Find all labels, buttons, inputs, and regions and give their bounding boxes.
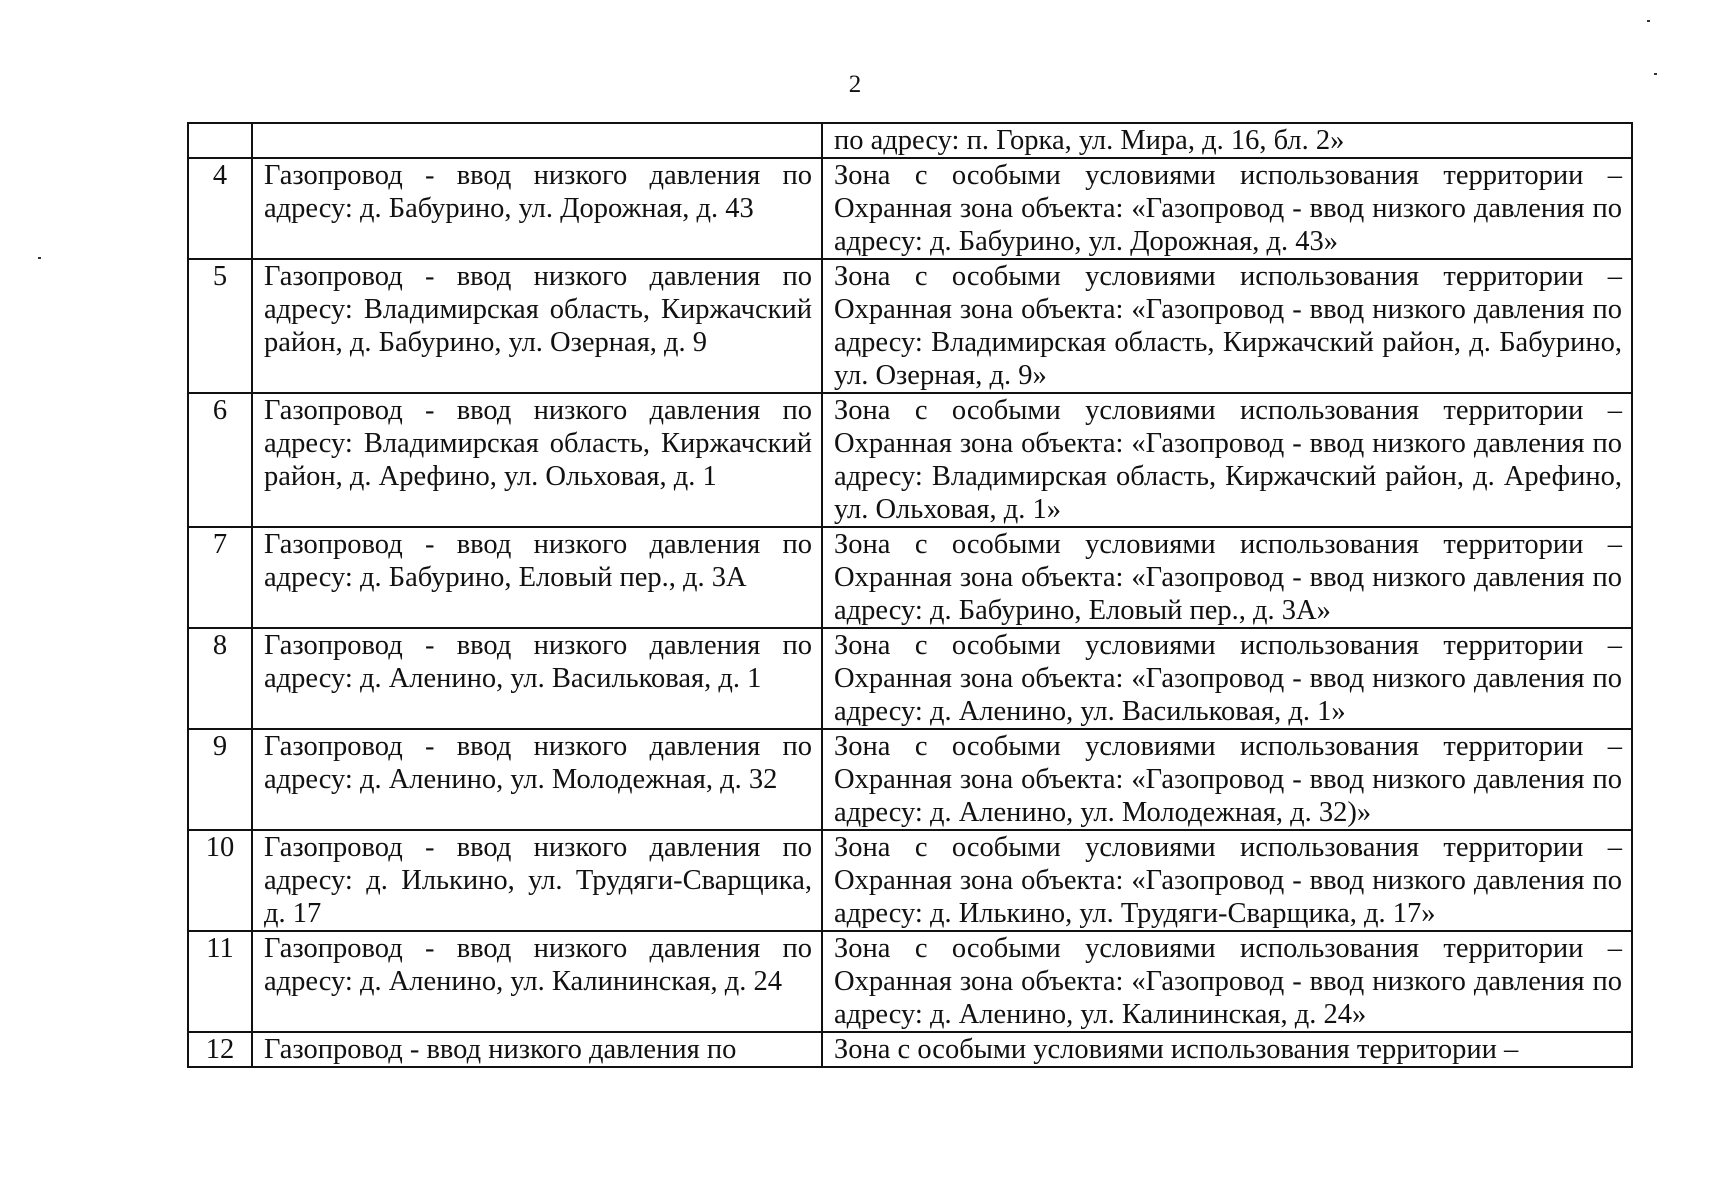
scan-speck: [1654, 73, 1657, 75]
table-row: [188, 830, 1632, 931]
object-cell: Газопровод - ввод низкого давления по адресу: д. Бабурино, Еловый пер., д. 3А: [252, 527, 822, 628]
zones-table: [187, 122, 1633, 1068]
row-number-cell: 7: [188, 527, 252, 628]
row-number-cell: 9: [188, 729, 252, 830]
scan-speck: [38, 257, 41, 259]
object-cell: Газопровод - ввод низкого давления по адресу: д. Аленино, ул. Калининская, д. 24: [252, 931, 822, 1032]
row-number-cell: [188, 123, 252, 158]
row-number-cell: 4: [188, 158, 252, 259]
zone-cell: Зона с особыми условиями использования территории – Охранная зона объекта: «Газопровод - ввод низкого давления по адресу: Владимирская область, Киржачский район, д. Бабурино, ул. Озерная, д. 9»: [822, 259, 1632, 393]
row-number-cell: 8: [188, 628, 252, 729]
zone-cell: Зона с особыми условиями использования территории – Охранная зона объекта: «Газопровод - ввод низкого давления по адресу: д. Илькино, ул. Трудяги-Сварщика, д. 17»: [822, 830, 1632, 931]
table-row: [188, 259, 1632, 393]
table-row: [188, 393, 1632, 527]
table-row: [188, 931, 1632, 1032]
object-cell: Газопровод - ввод низкого давления по адресу: д. Аленино, ул. Молодежная, д. 32: [252, 729, 822, 830]
scan-speck: [1647, 20, 1650, 22]
table-row-continuation: [188, 123, 1632, 158]
object-cell: Газопровод - ввод низкого давления по адресу: д. Аленино, ул. Васильковая, д. 1: [252, 628, 822, 729]
table-row: [188, 158, 1632, 259]
table-row: [188, 729, 1632, 830]
page-number: 2: [848, 71, 862, 98]
object-cell: Газопровод - ввод низкого давления по адресу: Владимирская область, Киржачский район, д. Бабурино, ул. Озерная, д. 9: [252, 259, 822, 393]
zone-cell: Зона с особыми условиями использования территории – Охранная зона объекта: «Газопровод - ввод низкого давления по адресу: д. Аленино, ул. Молодежная, д. 32)»: [822, 729, 1632, 830]
table-row: [188, 527, 1632, 628]
object-cell: Газопровод - ввод низкого давления по адресу: д. Бабурино, ул. Дорожная, д. 43: [252, 158, 822, 259]
row-number-cell: 6: [188, 393, 252, 527]
object-cell: Газопровод - ввод низкого давления по адресу: Владимирская область, Киржачский район, д. Арефино, ул. Ольховая, д. 1: [252, 393, 822, 527]
zone-cell: Зона с особыми условиями использования территории – Охранная зона объекта: «Газопровод - ввод низкого давления по адресу: д. Бабурино, Еловый пер., д. 3А»: [822, 527, 1632, 628]
table-row: [188, 628, 1632, 729]
zone-cell: Зона с особыми условиями использования территории –: [822, 1032, 1632, 1067]
zone-cell: Зона с особыми условиями использования территории – Охранная зона объекта: «Газопровод - ввод низкого давления по адресу: д. Аленино, ул. Калининская, д. 24»: [822, 931, 1632, 1032]
zone-cell: по адресу: п. Горка, ул. Мира, д. 16, бл. 2»: [822, 123, 1632, 158]
object-cell: [252, 123, 822, 158]
zone-cell: Зона с особыми условиями использования территории – Охранная зона объекта: «Газопровод - ввод низкого давления по адресу: д. Аленино, ул. Васильковая, д. 1»: [822, 628, 1632, 729]
row-number-cell: 11: [188, 931, 252, 1032]
row-number-cell: 10: [188, 830, 252, 931]
table-row: [188, 1032, 1632, 1067]
row-number-cell: 5: [188, 259, 252, 393]
zone-cell: Зона с особыми условиями использования территории – Охранная зона объекта: «Газопровод - ввод низкого давления по адресу: д. Бабурино, ул. Дорожная, д. 43»: [822, 158, 1632, 259]
zone-cell: Зона с особыми условиями использования территории – Охранная зона объекта: «Газопровод - ввод низкого давления по адресу: Владимирская область, Киржачский район, д. Арефино, ул. Ольховая, д. 1»: [822, 393, 1632, 527]
row-number-cell: 12: [188, 1032, 252, 1067]
object-cell: Газопровод - ввод низкого давления по адресу: д. Илькино, ул. Трудяги-Сварщика, д. 17: [252, 830, 822, 931]
object-cell: Газопровод - ввод низкого давления по: [252, 1032, 822, 1067]
